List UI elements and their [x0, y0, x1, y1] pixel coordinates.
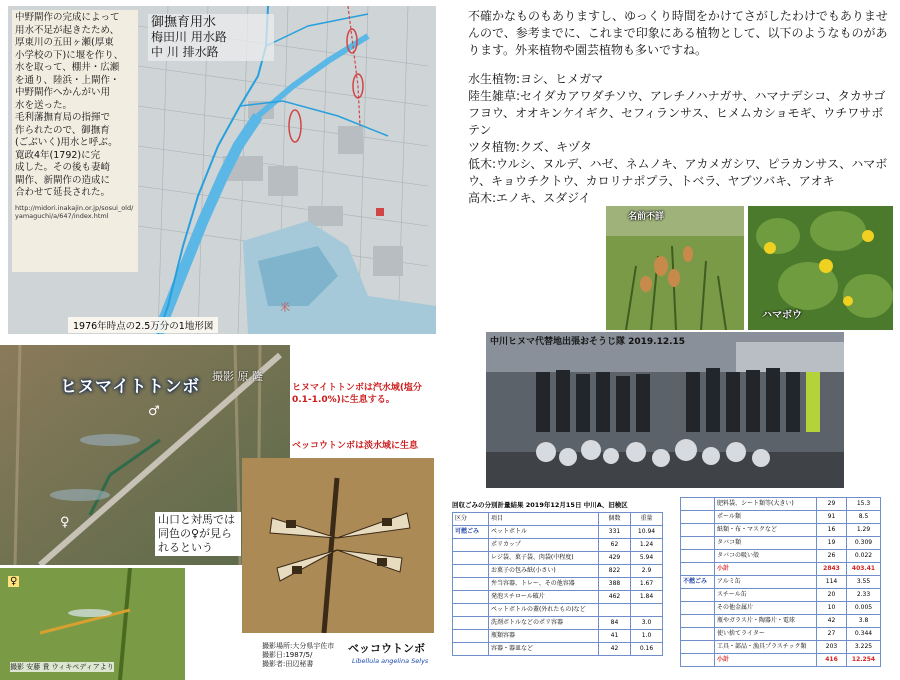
table-cell-category [453, 539, 489, 552]
bekko-photo-drawing [242, 458, 434, 633]
table-cell-category [453, 643, 489, 656]
table-cell-item: レジ袋、菓子袋、肉袋(中程度) [489, 552, 599, 565]
table-cell-item: お菓子の包み紙(小さい) [489, 565, 599, 578]
table-cell-weight: 3.8 [847, 615, 881, 628]
table-cell-weight: 2.33 [847, 589, 881, 602]
table-row [453, 526, 663, 539]
map-legend-line-2: 中 川 排水路 [151, 45, 219, 59]
table-cell-category [453, 591, 489, 604]
map-description-line: 寛政4年(1792)に完 [15, 149, 101, 161]
waste-table-right-wrap [680, 497, 881, 667]
table-row [681, 550, 881, 563]
map-description [12, 10, 138, 272]
table-cell-item: 小計 [715, 563, 817, 576]
table-cell-count: 42 [817, 615, 847, 628]
plant-category-line: 高木:エノキ、スダジイ [468, 191, 591, 205]
hinuma-title: ヒヌマイトトンボ [60, 377, 200, 397]
table-cell-item: タバコの吸い殻 [715, 550, 817, 563]
bekko-meta [262, 642, 347, 669]
table-cell-count: 91 [817, 511, 847, 524]
plant-category-line: 陸生雑草:セイダカアワダチソウ、アレチノハナガサ、ハマナデシコ、タカサゴフヨウ、オオキンケイギク、セフィランサス、ヒメムカショモギ、ウチワサボテン [468, 89, 886, 137]
waste-table-left [452, 512, 663, 656]
plant-category-line: 水生植物:ヨシ、ヒメガマ [468, 72, 604, 86]
plant-list-text [468, 8, 894, 207]
map-description-line: を通り、陸浜・上閘作・ [15, 74, 120, 86]
table-row [681, 576, 881, 589]
plant-photo-drawing [606, 206, 744, 330]
waste-table-title: 回収ごみの分別計量結果 2019年12月15日 中川A、旧検区 [452, 501, 628, 509]
table-cell-item: 瓶類容器 [489, 630, 599, 643]
table-cell-count: 42 [599, 643, 631, 656]
table-cell-category [453, 604, 489, 617]
table-cell-weight: 0.022 [847, 550, 881, 563]
table-cell-item: 瓶やガラス片・陶器片・電球 [715, 615, 817, 628]
female-symbol-2: ♀ [10, 576, 18, 587]
table-cell-count: 388 [599, 578, 631, 591]
bekko-meta-2: 撮影日:1987/5/ [262, 651, 313, 659]
table-cell-weight: 15.3 [847, 498, 881, 511]
table-cell-count: 429 [599, 552, 631, 565]
map-description-line: 厚東川の五田ヶ瀬(厚東 [15, 37, 114, 48]
table-cell-item: 肥料袋、シート類等(大きい) [715, 498, 817, 511]
table-cell-item: 洗剤ボトルなどのポリ容器 [489, 617, 599, 630]
map-description-line: 毛利藩撫育局の指揮で [15, 112, 111, 123]
map-legend-title: 御撫育用水 [151, 15, 217, 30]
table-cell-category [453, 552, 489, 565]
table-row [681, 628, 881, 641]
table-cell-category [681, 628, 715, 641]
table-cell-weight: 1.67 [631, 578, 663, 591]
col-header-count: 個数 [599, 513, 631, 526]
female-photo-credit: 撮影 安藤 貴 ウィキペディアより [10, 663, 114, 671]
table-row [681, 511, 881, 524]
map-description-line: 用水不足が起きたため、 [15, 24, 120, 36]
map-description-line: 中野閘作へかんがい用 [15, 87, 111, 98]
bekko-photo [242, 458, 434, 633]
table-cell-category [681, 602, 715, 615]
table-cell-weight: 0.344 [847, 628, 881, 641]
col-header-category: 区分 [453, 513, 489, 526]
female-symbol: ♀ [60, 515, 70, 530]
table-cell-count [599, 604, 631, 617]
bekko-name: ベッコウトンボ [348, 642, 425, 655]
hinuma-credit: 撮影 原 隆 [212, 370, 263, 383]
table-cell-item: 工具・部品・漁具プラスチック類 [715, 641, 817, 654]
table-cell-category [681, 654, 715, 667]
table-cell-category: 可燃ごみ [453, 526, 489, 539]
table-row [453, 630, 663, 643]
table-cell-item: アルミ缶 [715, 576, 817, 589]
table-cell-count: 41 [599, 630, 631, 643]
topographic-map [8, 6, 436, 334]
table-cell-category [453, 617, 489, 630]
waste-table-right [680, 497, 881, 667]
table-cell-weight: 1.84 [631, 591, 663, 604]
table-cell-category [681, 550, 715, 563]
table-row [453, 565, 663, 578]
table-cell-weight: 1.0 [631, 630, 663, 643]
map-legend [148, 14, 274, 61]
map-description-line: 合わせて延長された。 [15, 187, 111, 198]
table-row [453, 643, 663, 656]
tsushima-remark: 山口と対馬では同色の♀が見られるという [155, 512, 241, 556]
brackish-note: ヒヌマイトトンボは汽水域(塩分0.1-1.0%)に生息する。 [292, 383, 422, 405]
table-cell-weight: 1.24 [631, 539, 663, 552]
svg-text:米: 米 [280, 303, 290, 314]
map-description-line: 成した。その後も妻崎 [15, 162, 111, 173]
table-cell-item: 使い捨てライター [715, 628, 817, 641]
col-header-item: 項目 [489, 513, 599, 526]
table-row [681, 641, 881, 654]
table-cell-item: 容器・器皿など [489, 643, 599, 656]
table-cell-item: ペットボトルの蓋(外れたもの)など [489, 604, 599, 617]
table-cell-weight: 3.0 [631, 617, 663, 630]
table-cell-weight: 10.94 [631, 526, 663, 539]
table-cell-weight: 2.9 [631, 565, 663, 578]
table-cell-weight: 12.254 [847, 654, 881, 667]
map-legend-line-1: 梅田川 用水路 [151, 30, 227, 44]
plant-photo-hamabou [748, 206, 893, 330]
table-cell-item: 小計 [715, 654, 817, 667]
map-description-line: 中野閘作の完成によって [15, 12, 120, 23]
table-row [681, 498, 881, 511]
table-cell-category [453, 565, 489, 578]
table-cell-item: スチール缶 [715, 589, 817, 602]
map-description-line: 小学校の下)に堰を作り、 [15, 49, 124, 61]
col-header-weight: 重量 [631, 513, 663, 526]
table-cell-count: 29 [817, 498, 847, 511]
bekko-latin: Libellula angelina Selys [352, 657, 429, 665]
plant-intro: 不確かなものもありますし、ゆっくり時間をかけてさがしたわけでもありませんので、参考までに、これまで印象にある植物として、以下のようなものがあります。外来植物や園芸植物も多いですね。 [468, 9, 888, 57]
table-cell-category [681, 615, 715, 628]
table-cell-category [453, 578, 489, 591]
map-description-line: 水を送った。 [15, 99, 73, 111]
table-row [453, 552, 663, 565]
map-description-lines [15, 12, 135, 200]
table-cell-count: 462 [599, 591, 631, 604]
table-cell-count: 114 [817, 576, 847, 589]
table-row [681, 589, 881, 602]
plant-photo-label-2: ハマボウ [762, 310, 802, 321]
table-cell-weight: 0.16 [631, 643, 663, 656]
table-row [453, 591, 663, 604]
table-cell-weight: 3.55 [847, 576, 881, 589]
table-cell-category: 不燃ごみ [681, 576, 715, 589]
table-cell-count: 16 [817, 524, 847, 537]
table-cell-weight: 403.41 [847, 563, 881, 576]
table-row [453, 604, 663, 617]
table-cell-count: 416 [817, 654, 847, 667]
bekko-meta-1: 撮影場所:大分県宇佐市 [262, 642, 335, 650]
table-cell-category [681, 511, 715, 524]
male-symbol: ♂ [148, 404, 160, 419]
table-row [681, 602, 881, 615]
plant-photo-unknown [606, 206, 744, 330]
cleanup-caption: 中川ヒヌマ代替地出張おそうじ隊 2019.12.15 [490, 337, 686, 347]
table-cell-item: その他金属片 [715, 602, 817, 615]
table-cell-count: 84 [599, 617, 631, 630]
table-cell-weight [631, 604, 663, 617]
table-cell-weight: 0.005 [847, 602, 881, 615]
table-row [453, 539, 663, 552]
table-cell-count: 203 [817, 641, 847, 654]
table-cell-weight: 1.29 [847, 524, 881, 537]
table-cell-count: 331 [599, 526, 631, 539]
table-cell-category [681, 524, 715, 537]
map-source-url: http://midori.inakajin.or.jp/sosui_old/yamaguchi/a/647/index.html [15, 203, 134, 220]
table-cell-category [681, 537, 715, 550]
table-cell-item: 紙類・布・マスクなど [715, 524, 817, 537]
waste-table-left-wrap [452, 512, 663, 656]
table-row [681, 654, 881, 667]
plant-categories [468, 71, 894, 207]
map-description-line: 水を取って、棚井・広瀬 [15, 62, 120, 73]
table-cell-count: 10 [817, 602, 847, 615]
map-description-line: (ごぶいく)用水と呼ぶ。 [15, 137, 118, 148]
table-cell-count: 26 [817, 550, 847, 563]
table-cell-count: 27 [817, 628, 847, 641]
plant-category-line: ツタ植物:クズ、キヅタ [468, 140, 593, 154]
table-cell-count: 20 [817, 589, 847, 602]
table-cell-category [453, 630, 489, 643]
table-row [681, 615, 881, 628]
table-cell-category [681, 589, 715, 602]
table-cell-count: 19 [817, 537, 847, 550]
table-cell-item: ペットボトル [489, 526, 599, 539]
table-cell-category [681, 563, 715, 576]
table-cell-item: 弁当容器、トレー、その他容器 [489, 578, 599, 591]
table-cell-category [681, 498, 715, 511]
table-cell-item: ポリカップ [489, 539, 599, 552]
table-row [681, 563, 881, 576]
table-cell-count: 822 [599, 565, 631, 578]
cleanup-group-photo [486, 332, 844, 488]
map-caption: 1976年時点の2.5万分の1地形図 [68, 317, 218, 333]
table-cell-item: タバコ類 [715, 537, 817, 550]
table-cell-count: 62 [599, 539, 631, 552]
cleanup-photo-drawing [486, 332, 844, 488]
table-row [681, 524, 881, 537]
table-cell-weight: 5.94 [631, 552, 663, 565]
table-cell-weight: 8.5 [847, 511, 881, 524]
table-cell-category [681, 641, 715, 654]
table-cell-item: 発泡スチロール破片 [489, 591, 599, 604]
plant-category-line: 低木:ウルシ、ヌルデ、ハゼ、ネムノキ、アカメガシワ、ピラカンサス、ハマボウ、キョウチクトウ、カロリナポプラ、トベラ、ヤブツバキ、アオキ [468, 157, 888, 188]
bekko-meta-3: 撮影者:田辺秘書 [262, 660, 314, 668]
table-cell-count: 2843 [817, 563, 847, 576]
table-cell-weight: 3.225 [847, 641, 881, 654]
table-row [453, 617, 663, 630]
plant-photo-label-1: 名前不詳 [628, 212, 665, 222]
freshwater-note: ベッコウトンボは淡水域に生息 [292, 441, 419, 451]
table-row [681, 537, 881, 550]
table-row [453, 578, 663, 591]
table-cell-weight: 0.309 [847, 537, 881, 550]
map-description-line: 閘作、新閘作の造成に [15, 174, 111, 186]
map-description-line: 作られたので、御撫育 [15, 124, 110, 136]
table-cell-item: ポール類 [715, 511, 817, 524]
